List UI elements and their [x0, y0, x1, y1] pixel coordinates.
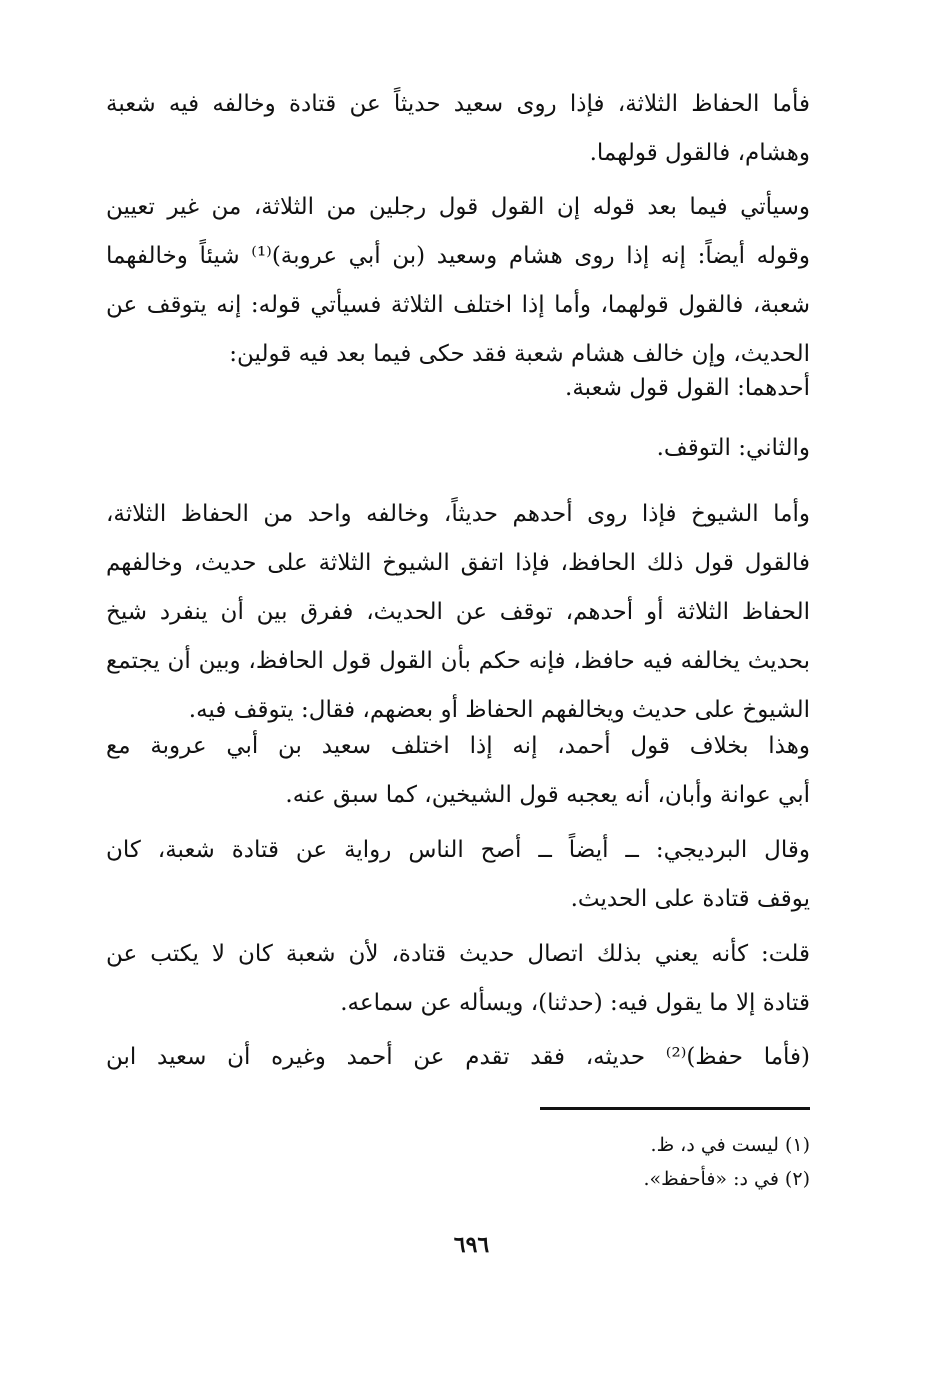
text-line: (فأما حفظ)⁽²⁾ حديثه، فقد تقدم عن أحمد وغيره أن سعيد ابن [106, 1044, 811, 1070]
text-line: يوقف قتادة على الحديث. [570, 886, 810, 912]
paragraph-7 [106, 826, 810, 924]
text-line: بحديث يخالفه فيه حافظ، فإنه حكم بأن القول قول الحافظ، وبين أن يجتمع [106, 648, 810, 674]
text-line: أحدهما: القول قول شعبة. [565, 375, 810, 401]
text-line: الشيوخ على حديث ويخالفهم الحفاظ أو بعضهم، فقال: يتوقف فيه. [188, 697, 810, 723]
paragraph-3 [106, 364, 810, 413]
text-line: وهشام، فالقول قولهما. [589, 140, 810, 166]
text-line: فالقول قول ذلك الحافظ، فإذا اتفق الشيوخ الثلاثة على حديث، وخالفهم [106, 550, 810, 576]
paragraph-5 [106, 490, 810, 735]
footnote-divider [540, 1107, 810, 1110]
footnote-1: (١) ليست في د، ظ. [650, 1134, 810, 1156]
text-line: وهذا بخلاف قول أحمد، إنه إذا اختلف سعيد بن أبي عروبة مع [106, 733, 810, 759]
text-line: الحفاظ الثلاثة أو أحدهم، توقف عن الحديث، ففرق بين أن ينفرد شيخ [106, 599, 810, 625]
text-line: قتادة إلا ما يقول فيه: (حدثنا)، ويسأله عن سماعه. [340, 990, 810, 1016]
text-line: وقال البرديجي: ــ أيضاً ــ أصح الناس رواية عن قتادة شعبة، كان [106, 837, 810, 863]
paragraph-8 [106, 930, 810, 1028]
text-line: قلت: كأنه يعني بذلك اتصال حديث قتادة، لأن شعبة كان لا يكتب عن [106, 941, 810, 967]
text-line: فأما الحفاظ الثلاثة، فإذا روى سعيد حديثاً عن قتادة وخالفه فيه شعبة [106, 91, 810, 117]
paragraph-2 [106, 183, 810, 379]
footnote-2: (٢) في د: «فأحفظ». [643, 1168, 810, 1190]
text-line: شعبة، فالقول قولهما، وأما إذا اختلف الثلاثة فسيأتي قوله: إنه يتوقف عن [106, 292, 810, 318]
footnotes [540, 1128, 810, 1196]
paragraph-4 [106, 424, 810, 473]
text-line: وقوله أيضاً: إنه إذا روى هشام وسعيد (بن أبي عروبة)⁽¹⁾ شيئاً وخالفهما [106, 243, 810, 269]
text-line: والثاني: التوقف. [656, 435, 810, 461]
paragraph-9 [106, 1033, 810, 1082]
text-line: أبي عوانة وأبان، أنه يعجبه قول الشيخين، كما سبق عنه. [285, 782, 810, 808]
paragraph-6 [106, 722, 810, 820]
text-line: الحديث، وإن خالف هشام شعبة فقد حكى فيما بعد فيه قولين: [229, 341, 810, 367]
page-number: ٦٩٦ [453, 1232, 490, 1258]
paragraph-1 [106, 80, 810, 178]
text-line: وأما الشيوخ فإذا روى أحدهم حديثاً، وخالفه واحد من الحفاظ الثلاثة، [106, 501, 810, 527]
text-line: وسيأتي فيما بعد قوله إن القول قول رجلين من الثلاثة، من غير تعيين [106, 194, 810, 220]
